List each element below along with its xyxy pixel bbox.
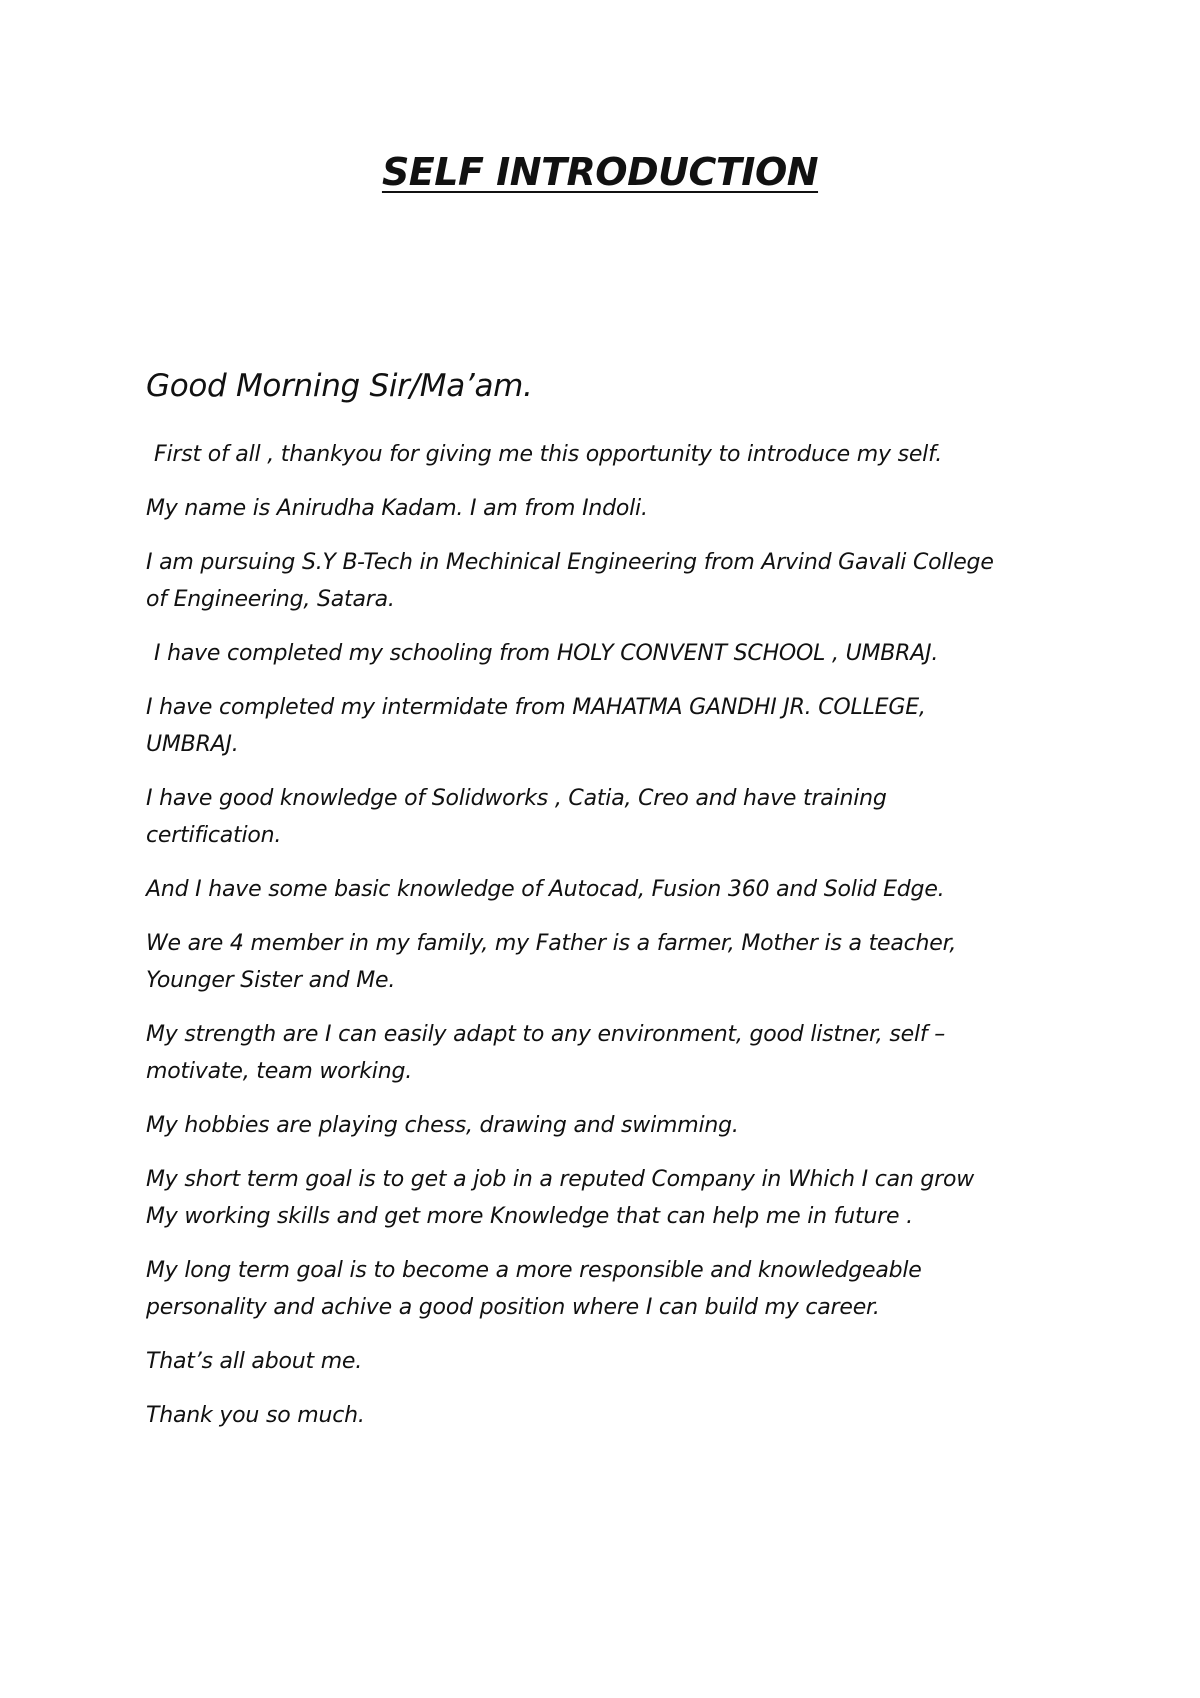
paragraph-line: My hobbies are playing chess, drawing and swimming. <box>146 1113 739 1138</box>
paragraph-line: certification. <box>146 823 282 848</box>
paragraph-skills <box>146 780 1066 854</box>
paragraph-line: of Engineering, Satara. <box>146 587 395 612</box>
paragraph-line: That’s all about me. <box>146 1349 363 1374</box>
paragraph-opening <box>146 436 1066 473</box>
paragraph-line: My strength are I can easily adapt to any environment, good listner, self – <box>146 1022 946 1047</box>
paragraph-line: My name is Anirudha Kadam. I am from Indoli. <box>146 496 648 521</box>
paragraph-line: Younger Sister and Me. <box>146 968 396 993</box>
paragraph-line: UMBRAJ. <box>146 732 239 757</box>
paragraph-hobbies <box>146 1107 1066 1144</box>
paragraph-long-term-goal <box>146 1252 1066 1326</box>
paragraph-line: I have good knowledge of Solidworks , Catia, Creo and have training <box>146 786 887 811</box>
paragraph-schooling <box>146 635 1066 672</box>
paragraph-line: motivate, team working. <box>146 1059 412 1084</box>
document-body <box>146 436 1066 1451</box>
paragraph-line: My long term goal is to become a more responsible and knowledgeable <box>146 1258 922 1283</box>
paragraph-line: We are 4 member in my family, my Father is a farmer, Mother is a teacher, <box>146 931 957 956</box>
paragraph-closing <box>146 1343 1066 1380</box>
paragraph-line: First of all , thankyou for giving me this opportunity to introduce my self. <box>154 442 943 467</box>
paragraph-thanks <box>146 1397 1066 1434</box>
paragraph-basic-knowledge <box>146 871 1066 908</box>
paragraph-line: personality and achive a good position where I can build my career. <box>146 1295 880 1320</box>
paragraph-line: I have completed my schooling from HOLY CONVENT SCHOOL , UMBRAJ. <box>154 641 939 666</box>
paragraph-education <box>146 544 1066 618</box>
document-title: SELF INTRODUCTION <box>381 150 819 194</box>
paragraph-line: And I have some basic knowledge of Autocad, Fusion 360 and Solid Edge. <box>146 877 945 902</box>
paragraph-intermediate <box>146 689 1066 763</box>
paragraph-short-term-goal <box>146 1161 1066 1235</box>
paragraph-line: My short term goal is to get a job in a reputed Company in Which I can grow <box>146 1167 975 1192</box>
paragraph-name <box>146 490 1066 527</box>
paragraph-line: I have completed my intermidate from MAHATMA GANDHI JR. COLLEGE, <box>146 695 926 720</box>
greeting: Good Morning Sir/Ma’am. <box>146 368 533 404</box>
paragraph-family <box>146 925 1066 999</box>
paragraph-line: My working skills and get more Knowledge that can help me in future . <box>146 1204 913 1229</box>
paragraph-line: Thank you so much. <box>146 1403 365 1428</box>
paragraph-line: I am pursuing S.Y B-Tech in Mechinical Engineering from Arvind Gavali College <box>146 550 994 575</box>
paragraph-strengths <box>146 1016 1066 1090</box>
